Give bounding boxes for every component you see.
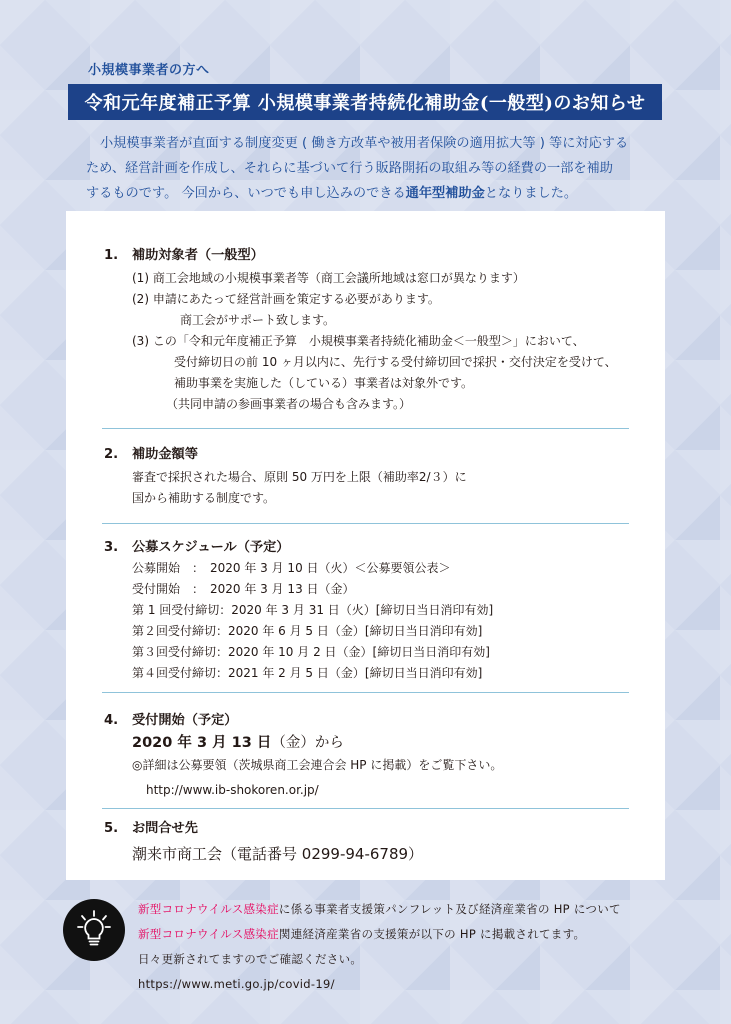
section-1-number: 1. bbox=[104, 248, 119, 263]
divider bbox=[102, 692, 629, 693]
section-3-title bbox=[104, 537, 630, 558]
section-2-title-text: 補助金額等 bbox=[132, 447, 198, 462]
section-5-title-text: お問合せ先 bbox=[132, 821, 198, 836]
section-subsidy-amount bbox=[104, 444, 630, 509]
lightbulb-icon bbox=[63, 899, 125, 961]
schedule-row: 第２回受付締切：2020 年 6 月 5 日（金）[締切日当日消印有効] bbox=[132, 624, 483, 638]
eligibility-item-1: (1) 商工会地域の小規模事業者等（商工会議所地域は窓口が異なります） bbox=[132, 271, 525, 285]
section-1-title bbox=[104, 245, 630, 266]
intro-line-3 bbox=[86, 181, 666, 206]
section-4-title-text: 受付開始（予定） bbox=[132, 713, 238, 728]
section-2-number: 2. bbox=[104, 447, 119, 462]
eligibility-item-2-cont: 商工会がサポート致します。 bbox=[180, 313, 336, 327]
section-5-number: 5. bbox=[104, 821, 119, 836]
contact-info: 潮来市商工会（電話番号 0299-94-6789） bbox=[132, 845, 424, 863]
divider bbox=[102, 428, 629, 429]
schedule-row: 公募開始 ： 2020 年 3 月 10 日（火）＜公募要領公表＞ bbox=[132, 561, 451, 575]
eligibility-item-2: (2) 申請にあたって経営計画を策定する必要があります。 bbox=[132, 292, 440, 306]
schedule-row: 第 1 回受付締切：2020 年 3 月 31 日（火）[締切日当日消印有効] bbox=[132, 603, 494, 617]
start-date-bold: 2020 年 3 月 13 日 bbox=[132, 735, 272, 751]
eligibility-item-3-cont-3: （共同申請の参画事業者の場合も含みます。） bbox=[166, 397, 412, 411]
section-2-title bbox=[104, 444, 630, 465]
section-eligibility bbox=[104, 245, 630, 415]
notice-line-2-text: 関連経済産業省の支援策が以下の HP に掲載されてます。 bbox=[278, 927, 586, 941]
section-application-start bbox=[104, 710, 630, 801]
section-3-number: 3. bbox=[104, 540, 119, 555]
covid-notice bbox=[138, 897, 698, 997]
page-title-banner bbox=[68, 84, 662, 120]
notice-highlight: 新型コロナウイルス感染症 bbox=[138, 902, 279, 916]
intro-highlight: 通年型補助金 bbox=[405, 186, 485, 201]
eligibility-item-3-cont-1: 受付締切日の前 10 ヶ月以内に、先行する受付締切回で採択・交付決定を受けて、 bbox=[174, 355, 617, 369]
content-card bbox=[66, 211, 665, 880]
divider bbox=[102, 523, 629, 524]
intro-line-1: 小規模事業者が直面する制度変更 ( 働き方改革や被用者保険の適用拡大等 ) 等に対応する bbox=[100, 136, 629, 151]
notice-highlight: 新型コロナウイルス感染症 bbox=[138, 927, 279, 941]
notice-line-1-text: に係る事業者支援策パンフレット及び経済産業省の HP について bbox=[278, 902, 621, 916]
page-title: 令和元年度補正予算 小規模事業者持続化補助金(一般型)のお知らせ bbox=[84, 93, 646, 114]
section-4-number: 4. bbox=[104, 713, 119, 728]
intro-paragraph bbox=[86, 131, 666, 206]
notice-line-2 bbox=[138, 922, 698, 947]
subsidy-line-2: 国から補助する制度です。 bbox=[132, 491, 276, 505]
schedule-row: 第４回受付締切：2021 年 2 月 5 日（金）[締切日当日消印有効] bbox=[132, 666, 483, 680]
intro-line-3-post: となりました。 bbox=[484, 186, 578, 201]
schedule-row: 受付開始 ： 2020 年 3 月 13 日（金） bbox=[132, 582, 355, 596]
audience-label: 小規模事業者の方へ bbox=[88, 63, 210, 78]
application-start-date bbox=[104, 731, 630, 755]
intro-line-3-pre: するものです。 今回から、いつでも申し込みのできる bbox=[86, 186, 406, 201]
divider bbox=[102, 808, 629, 809]
section-5-title bbox=[104, 818, 630, 839]
intro-line-2: ため、経営計画を作成し、それらに基づいて行う販路開拓の取組み等の経費の一部を補助 bbox=[86, 161, 613, 176]
section-1-title-text: 補助対象者（一般型） bbox=[132, 248, 264, 263]
section-contact bbox=[104, 818, 630, 867]
start-date-rest: （金）から bbox=[271, 735, 344, 751]
schedule-row: 第３回受付締切：2020 年 10 月 2 日（金）[締切日当日消印有効] bbox=[132, 645, 490, 659]
shokoren-url-link[interactable]: http://www.ib-shokoren.or.jp/ bbox=[146, 783, 319, 797]
details-note: ◎詳細は公募要領（茨城県商工会連合会 HP に掲載）をご覧下さい。 bbox=[132, 758, 503, 772]
subsidy-line-1: 審査で採択された場合、原則 50 万円を上限（補助率2/３）に bbox=[132, 470, 467, 484]
notice-line-1 bbox=[138, 897, 698, 922]
eligibility-item-3: (3) この「令和元年度補正予算 小規模事業者持続化補助金＜一般型＞」において、 bbox=[132, 334, 585, 348]
eligibility-item-3-cont-2: 補助事業を実施した（している）事業者は対象外です。 bbox=[174, 376, 474, 390]
section-schedule bbox=[104, 537, 630, 684]
section-4-title bbox=[104, 710, 630, 731]
meti-url-link[interactable]: https://www.meti.go.jp/covid-19/ bbox=[138, 977, 335, 991]
notice-line-3: 日々更新されてますのでご確認ください。 bbox=[138, 952, 363, 966]
section-3-title-text: 公募スケジュール（予定） bbox=[132, 540, 290, 555]
